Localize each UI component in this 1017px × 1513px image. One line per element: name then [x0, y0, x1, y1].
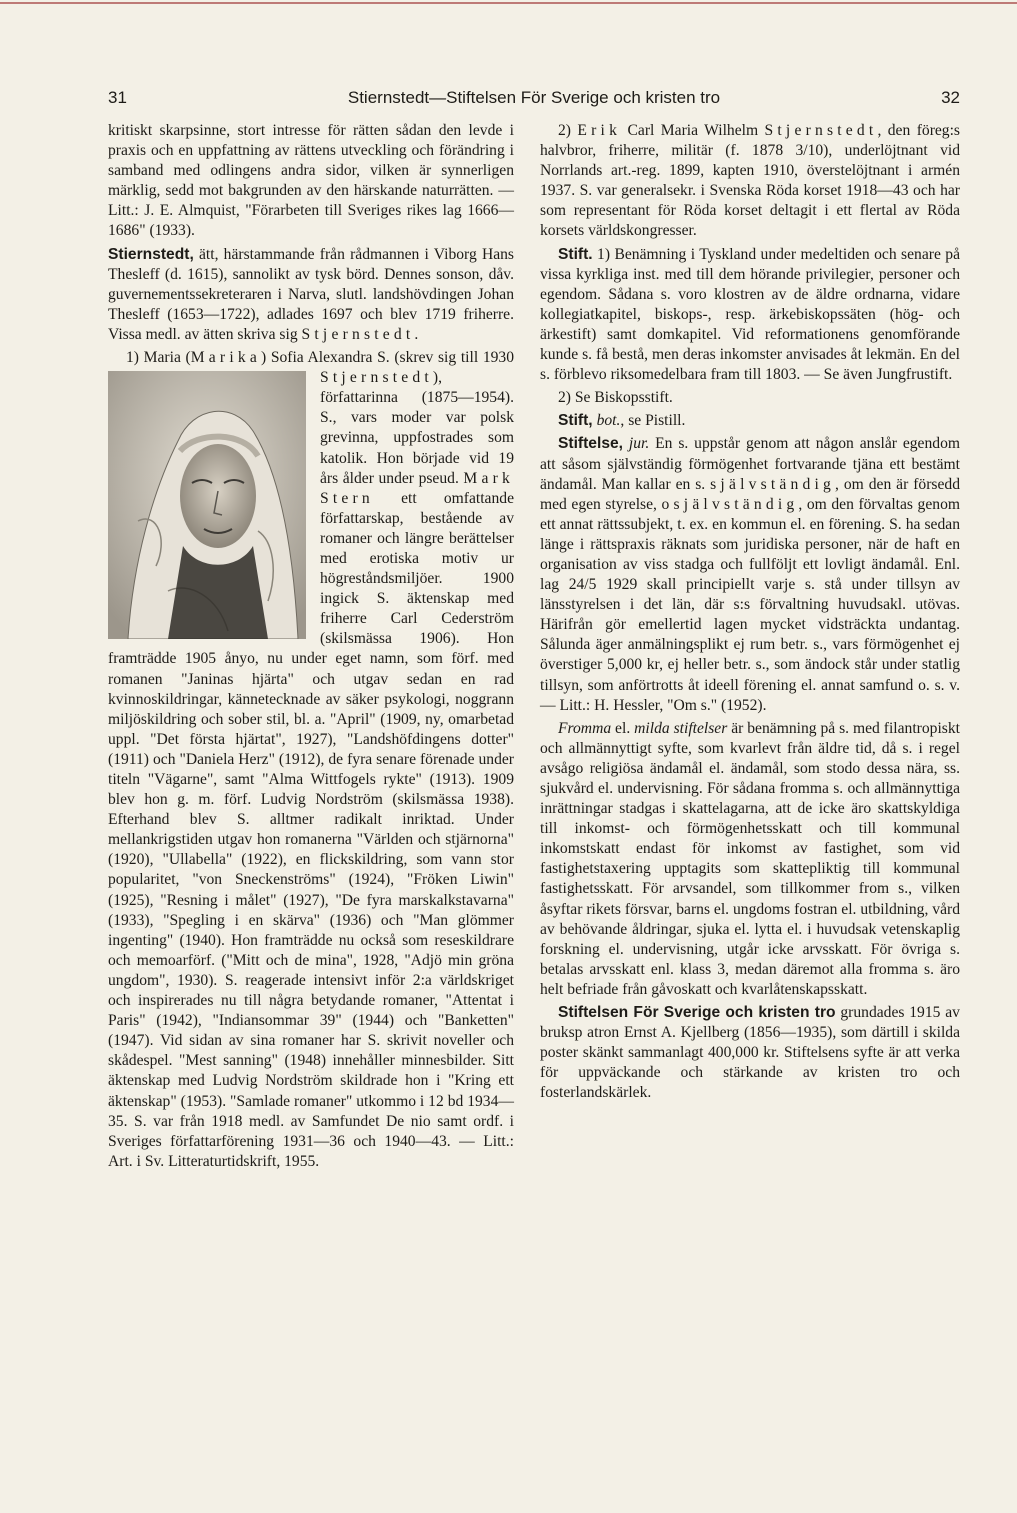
entry-text: 2) Se Biskopsstift.: [558, 389, 673, 407]
entry-fromma-stiftelser: [540, 719, 960, 1000]
entry-text: ett omfattande författarskap, bestående av romaner och längre berättelser med erotiska motiv ur högreståndsmiljöer. 1900 ingick S. äktenskap med friherre Carl Cederström (skilsmässa 1906). Hon framträdde 1905 ånyo, nu under eget namn, som förf. med romanen "Janinas hjärta" och utgav sedan en rad kvinnoskildringar, kännetecknade av säker psykologi, noggrann miljöskildring och sober stil, bl. a. "April" (1909, ny, omarbetad uppl. "Det första hjärtat", 1927), "Landshöfdingens dotter" (1911) och "Daniela Herz" (1912), de fyra senare förenade under titeln "Vägarne", samt "Alma Wittfogels rykte" (1913). 1909 blev hon g. m. förf. Ludvig Nordström (skilsmässa 1938). Efterhand blev S. alltmer radikalt inriktad. Under mellankrigstiden utgav hon romanerna "Världen och stjärnorna" (1920), "Ullabella" (1922), en flickskildring, som vann stor popularitet, "von Sneckenströms" (1924), "Fröken Liwin" (1925), "Resning i målet" (1927), "De fyra marskalkstavarna" (1933), "Spegling i en skärva" (1936) och "Man glömmer ingenting" (1940). Hon framträdde nu också som reseskildrare och memoarförf. ("Mitt och de mina", 1928, "Adjö min gröna ungdom", 1930). S. reagerade intensivt inför 2:a världskriget och inspirerades nu till några betydande romaner, "Attentat i Paris" (1942), "Indiansommar 39" (1944) och "Banketten" (1947). Vid sidan av sina romaner har S. skrivit noveller och skådespel. "Mest sanning" (1948) innehåller minnesbilder. Sitt äktenskap med Ludvig Nordström skildrade hon i "Kring ett äktenskap" (1953). "Samlade romaner" utkommo i 12 bd 1934—35. S. var från 1918 medl. av Samfundet De nio samt ordf. i Sveriges författarförening 1931—36 och 1940—43. — Litt.: Art. i Sv. Litteraturtidskrift, 1955.: [108, 489, 514, 1170]
italic-term: Fromma: [558, 719, 612, 737]
entry-stiftelsen-for-sverige: [540, 1003, 960, 1103]
entry-text: grundades 1915 av bruksp atron Ernst A. Kjellberg (1856—1935), som därtill i skilda poster skänkt sammanlagt 400,000 kr. Stiftelsens syfte är att verka för uppväckande och stärkande av kristen tro och fosterlandskärlek.: [540, 1004, 960, 1102]
entry-text: ) Sofia Alexandra S. (skrev sig till 1930: [260, 349, 515, 367]
entry-text: el.: [611, 719, 635, 737]
spaced-name: Erik: [577, 122, 622, 139]
entry-stift-bot: [540, 411, 960, 431]
spaced-name: Mark Stern: [320, 469, 514, 507]
entry-text: ätt, härstammande från rådmannen i Viborg Hans Thesleff (d. 1615), sannolikt av tysk börd. Dennes sonson, dåv. guvernementssekreteraren i Narva, slutl. landshövdingen Johan Thesleff (1653—1722), adlades 1697 och blev 1719 friherre. Vissa medl. av ätten skriva sig: [108, 245, 514, 343]
headword: Stiftelsen För Sverige och kristen tro: [558, 1004, 836, 1022]
italic-label: jur.: [628, 435, 650, 453]
running-header: [108, 88, 960, 114]
entry-stift-2: [540, 388, 960, 408]
paragraph-text: kritiskt skarpsinne, stort intresse för rätten sådan den levde i praxis och en uppfattning av rättens utveckling och förändring i samband med odlingens andra sidor, vilken är synnerligen märklig, sedd mot bakgrunden av den härskande naturrätten. — Litt.: J. E. Almquist, "Förarbeten till Sveriges rikes lag 1666—1686" (1933).: [108, 122, 514, 240]
entry-text: , den föreg:s halvbror, friherre, militär (f. 1878 3/10), underlöjtnant vid Norrlands art.-reg. 1899, kapten 1910, överstelöjtnant i armén 1937. S. var generalsekr. i Svenska Röda korset 1918—43 och har som representant för Röda korset deltagit i ett flertal av Röda korsets världskongresser.: [540, 122, 961, 240]
entry-stiftelse: [540, 434, 960, 715]
entry-text: , om den är försedd med egen styrelse,: [540, 475, 960, 513]
page-number-right: 32: [941, 88, 960, 107]
portrait-image: [108, 371, 306, 639]
portrait-photo: [108, 371, 306, 639]
entry-text: är benämning på s. med filantropiskt och allmännyttigt syfte, som kvarlevt från äldre tid, då s. i regel avsågo religiösa ändamål el. ändamål, som stodo dessa nära, ss. sjukvård el. undervisning. För sådana fromma s. och allmännyttiga inrättningar stadgas i skattelagarna, att de icke äro skattskyldiga till inkomst- och förmögenhetsskatt och till kommunal inkomstskatt endast för inkomst av fastighet, som vid fastighetstaxering upptagits som skattepliktig till kommunal fastighetsskatt. För arvsandel, som tillkommer from s., vilken åsyftar rikets försvar, barns el. ungdoms fostran el. utbildning, vård av behövande åldringar, sjuka el. lytta el. i huvudsak vetenskaplig forskning el. undervisning, utgår icke arvsskatt. För övriga s. betalas arvsskatt enl. klass 3, medan däremot alla fromma s. äro helt befriade från gåvoskatt och kvarlåtenskapsskatt.: [540, 719, 960, 998]
entry-stift: [540, 245, 960, 386]
page-number-left: 31: [108, 88, 127, 107]
italic-label: bot.: [596, 412, 621, 430]
entry-text: 1) Benämning i Tyskland under medeltiden och senare på vissa kyrkliga inst. med till dem hörande privilegier, personer och egendom. Sådana s. voro klostren av de äldre ordnarna, vidare kollegiatkapitel, biskops-, resp. ärkebiskopssäten (hög- och ärkestift) samt domkapitel. Vid reformationens genomförande kunde s. få bestå, men deras inkomster anvisades åt lekmän. En del s. förblevo riksomedelbara fram till 1803. — Se även Jungfrustift.: [540, 245, 960, 384]
headword: Stiftelse,: [558, 435, 623, 453]
spaced-term: osjälvständig: [661, 495, 799, 513]
entry-text: 2): [558, 122, 578, 139]
entry-erik: [540, 121, 960, 242]
italic-term: milda stiftelser: [634, 719, 728, 737]
entry-maria: [108, 348, 514, 1172]
headword: Stift,: [558, 412, 593, 430]
spaced-name: Stjernstedt.: [301, 325, 423, 343]
running-title: Stiernstedt—Stiftelsen För Sverige och kristen tro: [347, 88, 721, 107]
spaced-name: Marika: [190, 349, 261, 367]
entry-text: 1) Maria (: [126, 349, 191, 367]
entry-text: ), författarinna (1875—1954). S., vars moder var polsk grevinna, uppfostrades som katolik. Hon började vid 19 års ålder under pseud.: [320, 369, 514, 487]
entry-text: Carl Maria Wilhelm: [621, 122, 765, 139]
entry-text: En s. uppstår genom att någon anslår egendom att såsom självständig förmögenhet fortvarande tjäna ett bestämt ändamål. Man kallar en s.: [540, 435, 960, 493]
entry-text: , om den förvaltas genom ett annat rättssubjekt, t. ex. en kommun el. en förening. S. ha sedan länge i rättspraxis räknats som juridiska personer, när de haft en organisation av viss stadga och fullföljt ett lovligt ändamål. Enl. lag 24/5 1929 skall principiellt varje s. stå under tillsyn av länsstyrelsen i det län, där s:s förvaltning huvudsakl. utövas. Härifrån gör emellertid lagen mycket vidsträckta undantag. Sålunda äger anmälningsplikt ej rum betr. s., vars förmögenhet ej överstiger 5,000 kr, ej heller betr. s., som ändock står under statlig tillsyn, som anförtrotts åt ideell förening el. annat samfund o. s. v. — Litt.: H. Hessler, "Om s." (1952).: [540, 495, 961, 714]
left-column: [108, 121, 514, 1172]
headword: Stiernstedt,: [108, 245, 194, 263]
spaced-term: självständig: [710, 475, 836, 493]
top-edge-rule: [0, 2, 1017, 4]
entry-text-cont: [108, 369, 514, 1170]
entry-stiernstedt: [108, 245, 514, 345]
headword: Stift.: [558, 245, 593, 263]
spaced-name: Stjernstedt: [320, 369, 433, 387]
entry-text: , se Pistill.: [620, 412, 686, 430]
paragraph-carryover: [108, 121, 514, 242]
spaced-name: Stjernstedt: [764, 122, 878, 139]
right-column: [540, 121, 960, 1104]
